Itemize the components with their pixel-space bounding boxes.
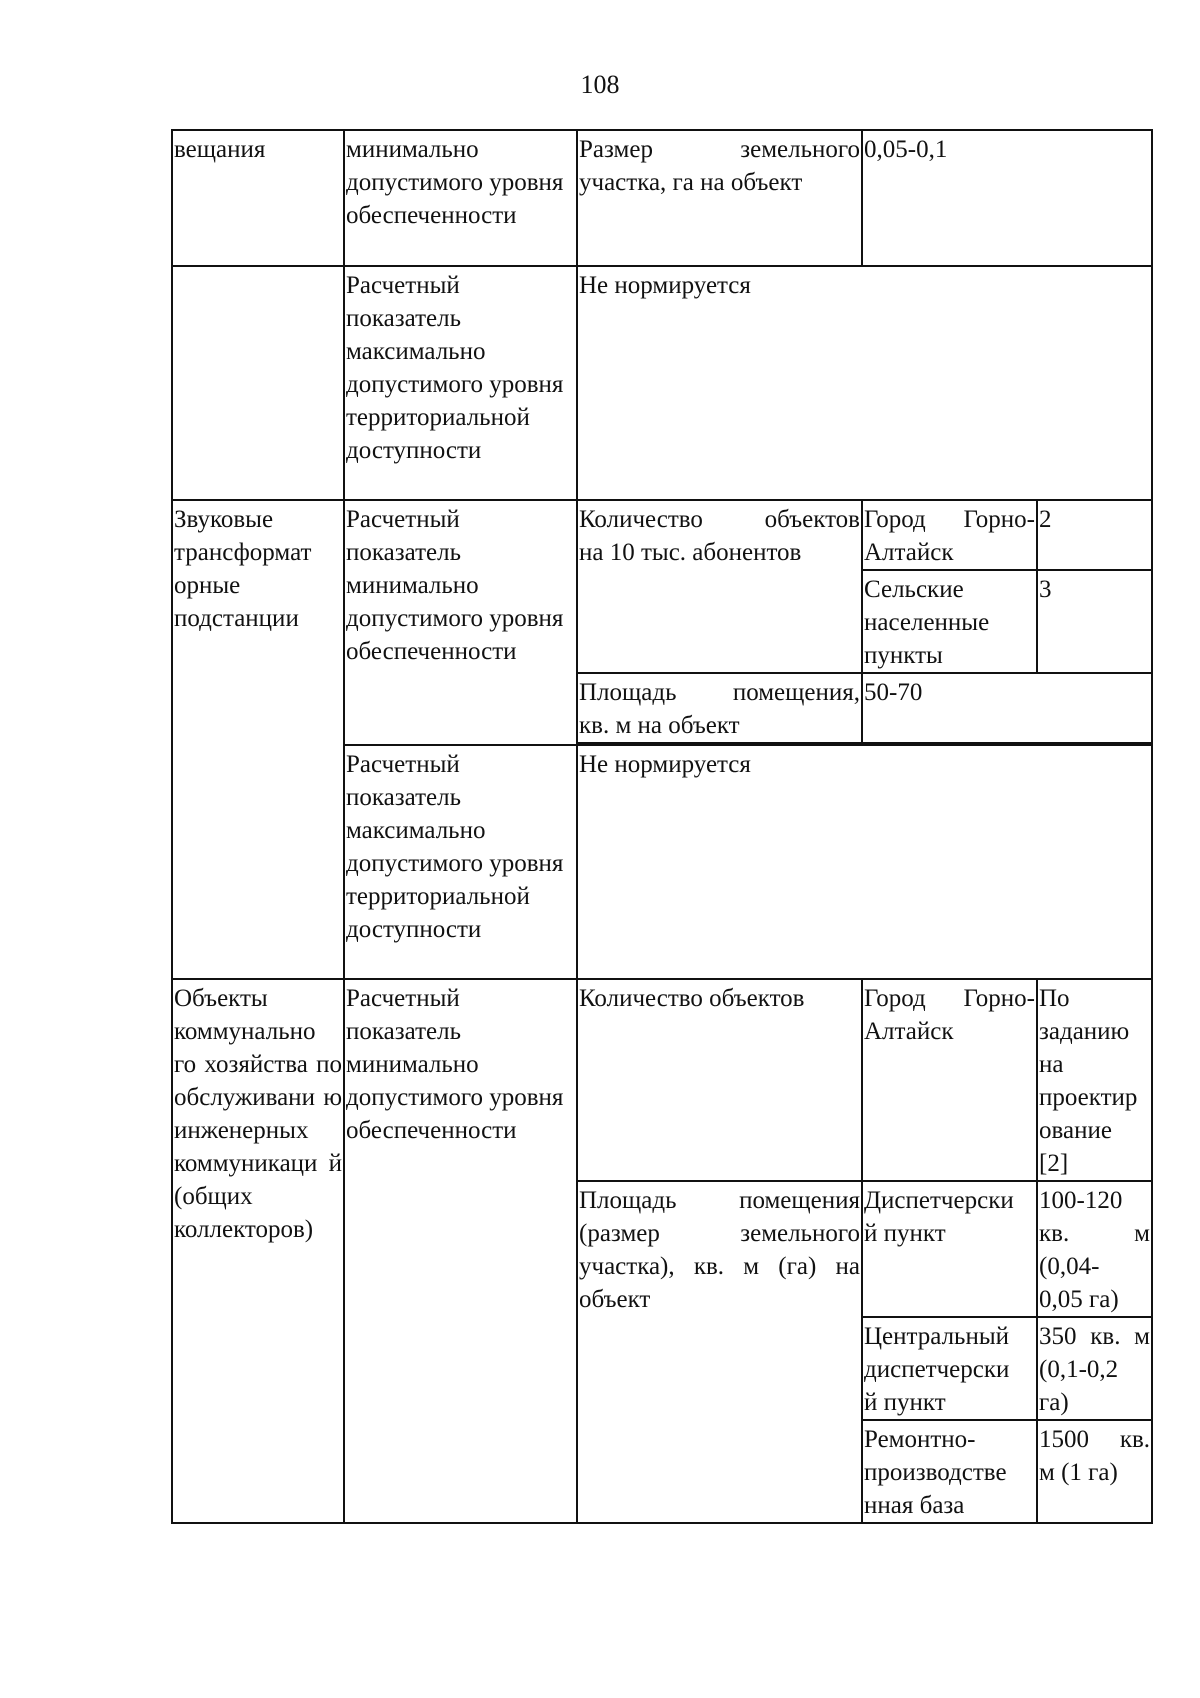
object-cell: Звуковые трансформат орные подстанции: [172, 500, 344, 979]
indicator-name-cell: Площадь помещения (размер земельного участка), кв. м (га) на объект: [577, 1181, 862, 1523]
value-cell: По заданию на проектир ование [2]: [1037, 979, 1152, 1181]
indicator-cell: минимально допустимого уровня обеспеченности: [344, 130, 577, 266]
value-cell: 0,05-0,1: [862, 130, 1152, 266]
indicator-cell: Расчетный показатель минимально допустимого уровня обеспеченности: [344, 979, 577, 1523]
object-cell: вещания: [172, 130, 344, 266]
indicator-cell: Расчетный показатель максимально допустимого уровня территориальной доступности: [344, 745, 577, 979]
settlement-cell: Сельские населенные пункты: [862, 570, 1037, 673]
facility-cell: Ремонтно- производстве нная база: [862, 1420, 1037, 1523]
facility-cell: Диспетчерски й пункт: [862, 1181, 1037, 1317]
settlement-cell: Город Горно- Алтайск: [862, 979, 1037, 1181]
table-row: [172, 979, 1152, 1181]
indicator-name-cell: Количество объектов на 10 тыс. абонентов: [577, 500, 862, 673]
value-cell: 350 кв. м (0,1-0,2 га): [1037, 1317, 1152, 1420]
page-number: 108: [580, 70, 620, 99]
value-cell: 2: [1037, 500, 1152, 570]
indicator-cell: Расчетный показатель минимально допустимого уровня обеспеченности: [344, 500, 577, 745]
table-row: [172, 266, 1152, 500]
value-cell: 50-70: [862, 673, 1152, 743]
indicator-name-cell: Количество объектов: [577, 979, 862, 1181]
object-cell: Объекты коммунально го хозяйства по обслуживани ю инженерных коммуникаци й (общих коллекторов): [172, 979, 344, 1523]
norms-table: [171, 129, 1153, 1524]
indicator-name-cell: Площадь помещения, кв. м на объект: [577, 673, 862, 743]
value-cell: Не нормируется: [577, 745, 1152, 979]
indicator-cell: Расчетный показатель максимально допустимого уровня территориальной доступности: [344, 266, 577, 500]
value-cell: 1500 кв. м (1 га): [1037, 1420, 1152, 1523]
value-cell: 3: [1037, 570, 1152, 673]
value-cell: 100-120 кв. м (0,04- 0,05 га): [1037, 1181, 1152, 1317]
facility-cell: Центральный диспетчерски й пункт: [862, 1317, 1037, 1420]
object-cell-continued: [172, 266, 344, 500]
table-row: [172, 130, 1152, 266]
value-cell: Не нормируется: [577, 266, 1152, 500]
settlement-cell: Город Горно- Алтайск: [862, 500, 1037, 570]
table-row: [172, 500, 1152, 570]
indicator-name-cell: Размер земельного участка, га на объект: [577, 130, 862, 266]
